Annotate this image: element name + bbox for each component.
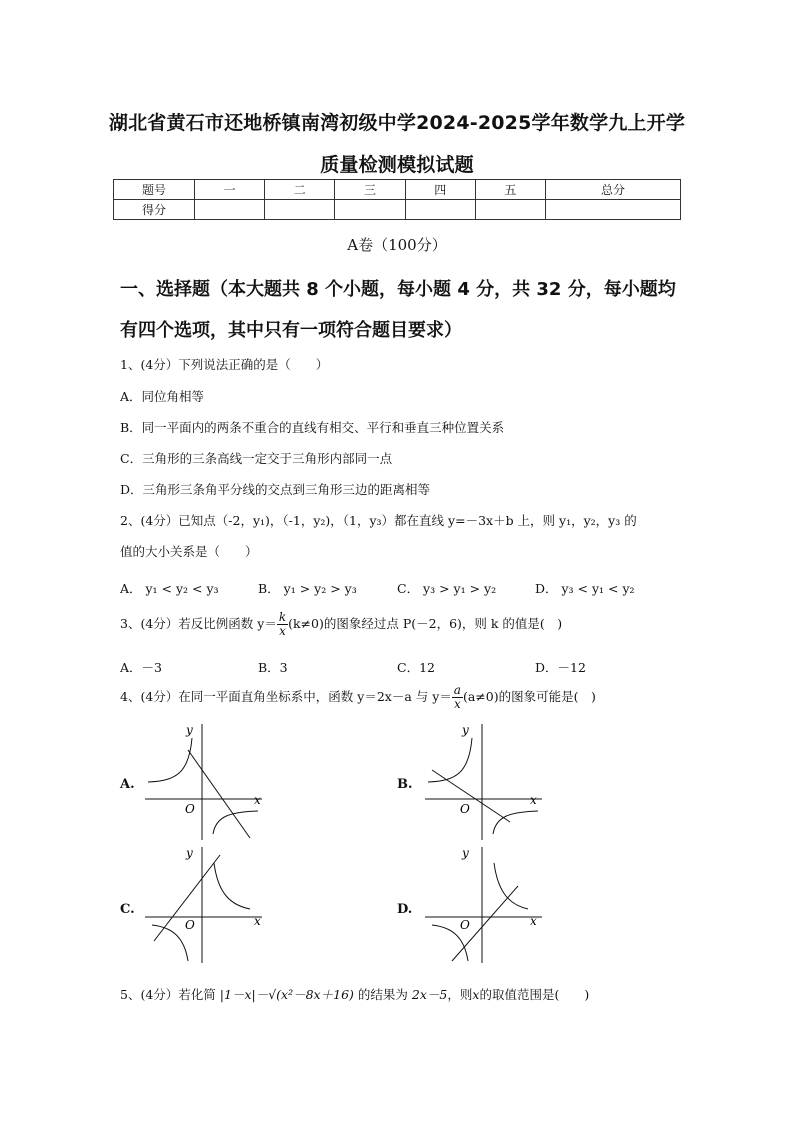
fraction-denominator: x — [279, 624, 286, 638]
question-1-option-a: A．同位角相等 — [120, 389, 205, 404]
question-1-option-d: D．三角形三条角平分线的交点到三角形三边的距离相等 — [120, 482, 431, 497]
origin-label: O — [185, 918, 195, 932]
score-table-header-cell: 总分 — [546, 180, 681, 200]
y-axis-label: y — [186, 723, 193, 737]
question-5-stem — [120, 985, 589, 1003]
question-3-fraction — [277, 611, 288, 638]
question-2-option-a: A． y₁ < y₂ < y₃ — [120, 581, 219, 596]
fraction-denominator: x — [453, 697, 461, 711]
question-3-option-a: A．－3 — [120, 660, 162, 675]
question-2-option-d: D． y₃ < y₁ < y₂ — [535, 581, 635, 596]
y-axis-label: y — [462, 723, 469, 737]
y-axis-label: y — [186, 846, 193, 860]
score-table — [113, 179, 681, 220]
score-table-header-cell: 题号 — [114, 180, 195, 200]
score-table-score-row — [114, 200, 681, 220]
question-4-option-d-label: D. — [397, 902, 413, 917]
question-3-stem — [120, 611, 562, 638]
hyperbola-branch — [428, 738, 472, 782]
origin-label: O — [185, 802, 195, 816]
x-axis-label: x — [254, 914, 261, 928]
score-table-header-row — [114, 180, 681, 200]
question-3-option-b: B．3 — [258, 660, 288, 675]
score-table-header-cell: 五 — [475, 180, 545, 200]
score-table-header-cell: 三 — [335, 180, 405, 200]
question-2-stem-line2: 值的大小关系是（ ） — [120, 544, 258, 559]
score-row-label: 得分 — [114, 200, 195, 220]
question-1-option-b: B．同一平面内的两条不重合的直线有相交、平行和垂直三种位置关系 — [120, 420, 505, 435]
score-cell[interactable] — [405, 200, 475, 220]
linear-function-line — [432, 770, 510, 822]
score-table-header-cell: 四 — [405, 180, 475, 200]
question-3-stem-post: (k≠0)的图象经过点 P(－2，6)，则 k 的值是( ) — [288, 616, 563, 631]
score-cell[interactable] — [265, 200, 335, 220]
question-5-expression: |1－x|－√(x²－8x＋16) — [219, 987, 354, 1002]
hyperbola-branch — [214, 863, 250, 909]
question-4-stem — [120, 684, 596, 711]
question-3-option-c: C．12 — [397, 660, 435, 675]
graph-option-a — [140, 718, 270, 843]
score-cell[interactable] — [195, 200, 265, 220]
fraction-numerator: k — [278, 610, 287, 624]
hyperbola-branch — [152, 925, 188, 961]
hyperbola-branch — [148, 738, 192, 782]
graph-option-d — [420, 843, 550, 968]
section1-heading-line1: 一、选择题（本大题共 8 个小题，每小题 4 分，共 32 分，每小题均 — [120, 279, 676, 300]
score-cell[interactable] — [546, 200, 681, 220]
question-5-stem-pre: 5、(4分）若化简 — [120, 987, 216, 1002]
question-3-option-d: D．－12 — [535, 660, 586, 675]
origin-label: O — [460, 802, 470, 816]
score-table-header-cell: 二 — [265, 180, 335, 200]
question-5-variable: x — [472, 987, 480, 1002]
question-4-stem-pre: 4、(4分）在同一平面直角坐标系中，函数 y＝2x－a 与 y＝ — [120, 689, 452, 704]
question-5-stem-post: ，则 — [447, 987, 473, 1002]
question-2-option-b: B． y₁ > y₂ > y₃ — [258, 581, 357, 596]
hyperbola-branch — [493, 811, 538, 834]
hyperbola-branch — [494, 863, 528, 909]
score-cell[interactable] — [475, 200, 545, 220]
exam-title-line2: 质量检测模拟试题 — [320, 154, 474, 176]
question-4-option-c-label: C. — [120, 902, 135, 917]
question-1-stem: 1、(4分）下列说法正确的是（ ） — [120, 357, 329, 372]
hyperbola-branch — [213, 811, 258, 834]
question-4-option-b-label: B. — [397, 777, 413, 792]
x-axis-label: x — [254, 793, 261, 807]
question-4-stem-post: (a≠0)的图象可能是( ) — [462, 689, 596, 704]
question-4-fraction — [452, 684, 463, 711]
question-5-stem-end: 的取值范围是( ) — [479, 987, 590, 1002]
graph-option-b — [420, 718, 550, 843]
fraction-numerator: a — [453, 683, 461, 697]
y-axis-label: y — [462, 846, 469, 860]
section1-heading-line2: 有四个选项，其中只有一项符合题目要求） — [120, 320, 462, 341]
question-5-stem-mid: 的结果为 — [357, 987, 408, 1002]
score-cell[interactable] — [335, 200, 405, 220]
origin-label: O — [460, 918, 470, 932]
question-5-result: 2x－5 — [411, 987, 448, 1002]
question-3-stem-pre: 3、(4分）若反比例函数 y＝ — [120, 616, 277, 631]
x-axis-label: x — [530, 914, 537, 928]
question-2-option-c: C． y₃ > y₁ > y₂ — [397, 581, 497, 596]
question-1-option-c: C．三角形的三条高线一定交于三角形内部同一点 — [120, 451, 393, 466]
graph-option-c — [140, 843, 270, 968]
question-4-option-a-label: A. — [120, 777, 135, 792]
score-table-header-cell: 一 — [195, 180, 265, 200]
exam-title-line1: 湖北省黄石市还地桥镇南湾初级中学2024-2025学年数学九上开学 — [108, 112, 686, 134]
x-axis-label: x — [530, 793, 537, 807]
question-2-stem-line1: 2、(4分）已知点（-2，y₁)，（-1，y₂)，（1，y₃）都在直线 y=－3x＋b 上，则 y₁，y₂，y₃ 的 — [120, 513, 637, 528]
linear-function-line — [188, 750, 250, 838]
paper-section-heading: A卷（100分） — [347, 236, 447, 254]
